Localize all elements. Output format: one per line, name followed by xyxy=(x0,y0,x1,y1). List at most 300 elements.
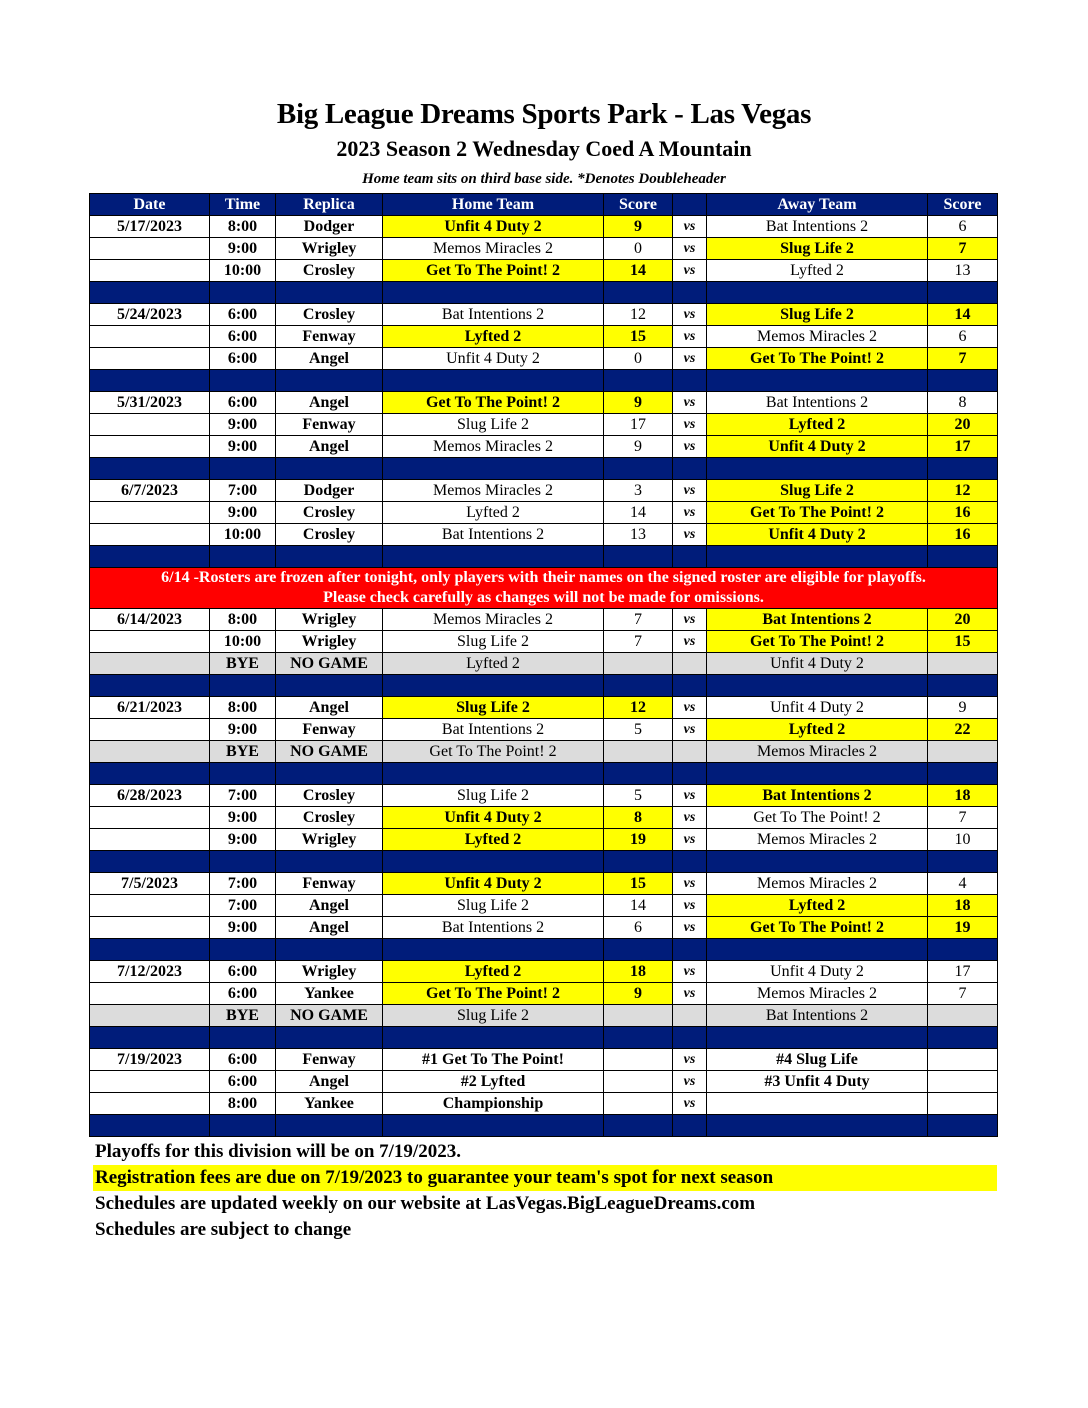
time-cell: 9:00 xyxy=(210,917,276,939)
away-team-cell: Memos Miracles 2 xyxy=(707,829,928,851)
game-row xyxy=(90,348,998,370)
separator-cell xyxy=(210,1027,276,1049)
away-score-cell: 6 xyxy=(928,326,998,348)
vs-cell: vs xyxy=(673,983,707,1005)
roster-notice-line1: 6/14 -Rosters are frozen after tonight, only players with their names on the signed roster are eligible for playoffs. xyxy=(161,569,926,586)
replica-cell: Angel xyxy=(276,917,383,939)
separator-cell xyxy=(673,282,707,304)
away-team-cell: Lyfted 2 xyxy=(707,895,928,917)
away-team-cell: Unfit 4 Duty 2 xyxy=(707,653,928,675)
vs-cell: vs xyxy=(673,697,707,719)
bye-row xyxy=(90,1005,998,1027)
vs-cell: vs xyxy=(673,216,707,238)
date-cell: 6/14/2023 xyxy=(90,609,210,631)
date-cell: 6/28/2023 xyxy=(90,785,210,807)
game-row xyxy=(90,480,998,502)
page-title: Big League Dreams Sports Park - Las Vegas xyxy=(276,98,812,130)
away-team-cell: Memos Miracles 2 xyxy=(707,326,928,348)
roster-notice-row xyxy=(90,568,998,609)
away-team-cell: Get To The Point! 2 xyxy=(707,917,928,939)
separator-row xyxy=(90,675,998,697)
separator-cell xyxy=(90,1027,210,1049)
away-score-cell: 16 xyxy=(928,502,998,524)
replica-cell: NO GAME xyxy=(276,1005,383,1027)
separator-row xyxy=(90,763,998,785)
away-score-cell: 22 xyxy=(928,719,998,741)
home-score-cell: 9 xyxy=(604,392,673,414)
home-score-cell: 17 xyxy=(604,414,673,436)
separator-cell xyxy=(928,1115,998,1137)
date-cell xyxy=(90,260,210,282)
separator-cell xyxy=(383,282,604,304)
separator-cell xyxy=(928,675,998,697)
time-cell: BYE xyxy=(210,653,276,675)
replica-cell: Dodger xyxy=(276,480,383,502)
vs-cell: vs xyxy=(673,480,707,502)
time-cell: 6:00 xyxy=(210,1071,276,1093)
vs-cell: vs xyxy=(673,807,707,829)
vs-cell: vs xyxy=(673,502,707,524)
separator-cell xyxy=(604,675,673,697)
home-score-cell xyxy=(604,741,673,763)
date-cell: 6/7/2023 xyxy=(90,480,210,502)
away-team-cell: Bat Intentions 2 xyxy=(707,392,928,414)
away-score-cell: 10 xyxy=(928,829,998,851)
time-cell: 8:00 xyxy=(210,697,276,719)
home-score-cell: 9 xyxy=(604,436,673,458)
home-score-cell: 12 xyxy=(604,304,673,326)
time-cell: 6:00 xyxy=(210,1049,276,1071)
home-score-cell: 15 xyxy=(604,326,673,348)
separator-cell xyxy=(928,851,998,873)
vs-cell: vs xyxy=(673,238,707,260)
home-team-cell: Slug Life 2 xyxy=(383,631,604,653)
replica-cell: Crosley xyxy=(276,260,383,282)
separator-cell xyxy=(707,546,928,568)
home-score-cell: 5 xyxy=(604,785,673,807)
separator-cell xyxy=(90,370,210,392)
away-team-cell: #4 Slug Life xyxy=(707,1049,928,1071)
footer-playoffs: Playoffs for this division will be on 7/19/2023. xyxy=(95,1141,461,1162)
date-cell xyxy=(90,719,210,741)
time-cell: 6:00 xyxy=(210,961,276,983)
separator-cell xyxy=(383,1027,604,1049)
away-score-cell: 13 xyxy=(928,260,998,282)
time-cell: 6:00 xyxy=(210,348,276,370)
replica-cell: Wrigley xyxy=(276,631,383,653)
home-score-cell: 14 xyxy=(604,895,673,917)
home-score-cell: 15 xyxy=(604,873,673,895)
separator-row xyxy=(90,1115,998,1137)
away-team-cell: Unfit 4 Duty 2 xyxy=(707,697,928,719)
bye-row xyxy=(90,653,998,675)
away-score-cell: 7 xyxy=(928,238,998,260)
time-cell: 9:00 xyxy=(210,829,276,851)
separator-cell xyxy=(210,763,276,785)
time-cell: 7:00 xyxy=(210,873,276,895)
vs-cell: vs xyxy=(673,917,707,939)
home-team-cell: #2 Lyfted xyxy=(383,1071,604,1093)
away-team-cell: Lyfted 2 xyxy=(707,414,928,436)
time-cell: 9:00 xyxy=(210,807,276,829)
away-team-cell: Lyfted 2 xyxy=(707,719,928,741)
replica-cell: Crosley xyxy=(276,807,383,829)
col-away-score-header: Score xyxy=(928,194,998,216)
separator-cell xyxy=(604,546,673,568)
vs-cell: vs xyxy=(673,785,707,807)
away-score-cell xyxy=(928,653,998,675)
separator-cell xyxy=(604,370,673,392)
home-team-cell: Get To The Point! 2 xyxy=(383,741,604,763)
away-team-cell: Slug Life 2 xyxy=(707,238,928,260)
separator-cell xyxy=(707,370,928,392)
game-row xyxy=(90,807,998,829)
separator-cell xyxy=(276,546,383,568)
home-score-cell: 8 xyxy=(604,807,673,829)
col-home-score-header: Score xyxy=(604,194,673,216)
home-team-cell: Bat Intentions 2 xyxy=(383,719,604,741)
home-score-cell: 0 xyxy=(604,238,673,260)
separator-cell xyxy=(604,1027,673,1049)
home-score-cell: 6 xyxy=(604,917,673,939)
away-team-cell: Slug Life 2 xyxy=(707,480,928,502)
home-team-cell: Unfit 4 Duty 2 xyxy=(383,807,604,829)
game-row xyxy=(90,873,998,895)
separator-cell xyxy=(928,1027,998,1049)
separator-cell xyxy=(707,1115,928,1137)
time-cell: 9:00 xyxy=(210,436,276,458)
time-cell: 9:00 xyxy=(210,414,276,436)
replica-cell: Yankee xyxy=(276,1093,383,1115)
vs-cell: vs xyxy=(673,1049,707,1071)
separator-row xyxy=(90,939,998,961)
separator-cell xyxy=(383,546,604,568)
separator-cell xyxy=(210,1115,276,1137)
game-row xyxy=(90,260,998,282)
game-row xyxy=(90,609,998,631)
home-score-cell xyxy=(604,1071,673,1093)
vs-cell: vs xyxy=(673,1093,707,1115)
home-score-cell: 18 xyxy=(604,961,673,983)
date-cell xyxy=(90,917,210,939)
bye-row xyxy=(90,741,998,763)
away-team-cell: Get To The Point! 2 xyxy=(707,807,928,829)
separator-cell xyxy=(707,282,928,304)
home-team-cell: Memos Miracles 2 xyxy=(383,436,604,458)
date-cell xyxy=(90,502,210,524)
game-row xyxy=(90,917,998,939)
date-cell xyxy=(90,436,210,458)
time-cell: 9:00 xyxy=(210,719,276,741)
date-cell: 5/17/2023 xyxy=(90,216,210,238)
game-row xyxy=(90,414,998,436)
separator-cell xyxy=(90,546,210,568)
separator-cell xyxy=(707,1027,928,1049)
away-team-cell: Memos Miracles 2 xyxy=(707,741,928,763)
away-score-cell xyxy=(928,1093,998,1115)
separator-cell xyxy=(673,1027,707,1049)
footer-website: Schedules are updated weekly on our website at LasVegas.BigLeagueDreams.com xyxy=(95,1193,756,1214)
replica-cell: Fenway xyxy=(276,719,383,741)
home-team-cell: Bat Intentions 2 xyxy=(383,524,604,546)
separator-cell xyxy=(673,851,707,873)
date-cell xyxy=(90,326,210,348)
separator-cell xyxy=(928,939,998,961)
col-replica-header: Replica xyxy=(276,194,383,216)
away-score-cell: 14 xyxy=(928,304,998,326)
away-score-cell: 6 xyxy=(928,216,998,238)
replica-cell: Crosley xyxy=(276,524,383,546)
replica-cell: Angel xyxy=(276,697,383,719)
home-score-cell: 9 xyxy=(604,983,673,1005)
away-score-cell: 20 xyxy=(928,414,998,436)
replica-cell: Fenway xyxy=(276,326,383,348)
vs-cell: vs xyxy=(673,719,707,741)
time-cell: 10:00 xyxy=(210,524,276,546)
separator-cell xyxy=(383,763,604,785)
vs-cell: vs xyxy=(673,414,707,436)
away-team-cell: Unfit 4 Duty 2 xyxy=(707,436,928,458)
separator-cell xyxy=(604,1115,673,1137)
separator-cell xyxy=(604,939,673,961)
home-team-cell: Slug Life 2 xyxy=(383,697,604,719)
away-score-cell: 7 xyxy=(928,807,998,829)
col-away-team-header: Away Team xyxy=(707,194,928,216)
home-team-cell: Unfit 4 Duty 2 xyxy=(383,348,604,370)
footer-notes xyxy=(93,1139,997,1243)
away-team-cell: Bat Intentions 2 xyxy=(707,216,928,238)
time-cell: 8:00 xyxy=(210,1093,276,1115)
time-cell: 10:00 xyxy=(210,260,276,282)
home-score-cell xyxy=(604,1093,673,1115)
separator-cell xyxy=(210,546,276,568)
replica-cell: Fenway xyxy=(276,1049,383,1071)
home-team-cell: Get To The Point! 2 xyxy=(383,392,604,414)
separator-cell xyxy=(383,675,604,697)
separator-cell xyxy=(928,370,998,392)
roster-notice xyxy=(90,568,998,609)
game-row xyxy=(90,1093,998,1115)
home-score-cell xyxy=(604,1049,673,1071)
separator-row xyxy=(90,282,998,304)
away-team-cell: Lyfted 2 xyxy=(707,260,928,282)
game-row xyxy=(90,392,998,414)
separator-cell xyxy=(928,546,998,568)
separator-cell xyxy=(673,1115,707,1137)
away-team-cell: Memos Miracles 2 xyxy=(707,983,928,1005)
separator-cell xyxy=(276,763,383,785)
separator-cell xyxy=(604,851,673,873)
home-team-cell: Bat Intentions 2 xyxy=(383,304,604,326)
away-team-cell xyxy=(707,1093,928,1115)
replica-cell: Fenway xyxy=(276,414,383,436)
away-score-cell xyxy=(928,1005,998,1027)
away-score-cell: 12 xyxy=(928,480,998,502)
replica-cell: NO GAME xyxy=(276,653,383,675)
away-team-cell: #3 Unfit 4 Duty xyxy=(707,1071,928,1093)
schedule-table xyxy=(89,193,998,1137)
vs-cell: vs xyxy=(673,260,707,282)
separator-cell xyxy=(276,1115,383,1137)
away-team-cell: Get To The Point! 2 xyxy=(707,631,928,653)
away-score-cell: 18 xyxy=(928,895,998,917)
time-cell: 9:00 xyxy=(210,238,276,260)
home-team-cell: Memos Miracles 2 xyxy=(383,609,604,631)
page-subtitle: 2023 Season 2 Wednesday Coed A Mountain xyxy=(336,136,752,161)
col-vs-header xyxy=(673,194,707,216)
date-cell xyxy=(90,1093,210,1115)
away-team-cell: Memos Miracles 2 xyxy=(707,873,928,895)
replica-cell: Wrigley xyxy=(276,829,383,851)
date-cell xyxy=(90,741,210,763)
separator-cell xyxy=(673,546,707,568)
game-row xyxy=(90,502,998,524)
vs-cell xyxy=(673,1005,707,1027)
home-score-cell: 7 xyxy=(604,631,673,653)
separator-cell xyxy=(90,763,210,785)
separator-cell xyxy=(210,370,276,392)
game-row xyxy=(90,961,998,983)
col-home-team-header: Home Team xyxy=(383,194,604,216)
date-cell xyxy=(90,631,210,653)
replica-cell: Fenway xyxy=(276,873,383,895)
separator-cell xyxy=(673,939,707,961)
away-team-cell: Unfit 4 Duty 2 xyxy=(707,524,928,546)
separator-cell xyxy=(276,458,383,480)
away-team-cell: Get To The Point! 2 xyxy=(707,502,928,524)
replica-cell: Angel xyxy=(276,436,383,458)
home-team-cell: Memos Miracles 2 xyxy=(383,480,604,502)
replica-cell: NO GAME xyxy=(276,741,383,763)
away-team-cell: Bat Intentions 2 xyxy=(707,785,928,807)
away-team-cell: Bat Intentions 2 xyxy=(707,1005,928,1027)
home-score-cell: 0 xyxy=(604,348,673,370)
home-team-cell: Memos Miracles 2 xyxy=(383,238,604,260)
vs-cell: vs xyxy=(673,1071,707,1093)
home-team-cell: Unfit 4 Duty 2 xyxy=(383,873,604,895)
away-score-cell xyxy=(928,1049,998,1071)
home-score-cell xyxy=(604,653,673,675)
separator-cell xyxy=(276,282,383,304)
separator-cell xyxy=(707,851,928,873)
time-cell: 6:00 xyxy=(210,983,276,1005)
separator-cell xyxy=(383,458,604,480)
separator-cell xyxy=(90,458,210,480)
replica-cell: Yankee xyxy=(276,983,383,1005)
home-team-cell: Slug Life 2 xyxy=(383,895,604,917)
away-score-cell xyxy=(928,741,998,763)
separator-cell xyxy=(276,939,383,961)
replica-cell: Angel xyxy=(276,895,383,917)
time-cell: 7:00 xyxy=(210,480,276,502)
date-cell xyxy=(90,653,210,675)
vs-cell: vs xyxy=(673,961,707,983)
footer-registration: Registration fees are due on 7/19/2023 to guarantee your team's spot for next season xyxy=(93,1165,997,1191)
home-team-cell: Unfit 4 Duty 2 xyxy=(383,216,604,238)
separator-cell xyxy=(210,939,276,961)
time-cell: 9:00 xyxy=(210,502,276,524)
game-row xyxy=(90,829,998,851)
separator-cell xyxy=(707,675,928,697)
separator-cell xyxy=(383,1115,604,1137)
game-row xyxy=(90,631,998,653)
home-team-cell: Lyfted 2 xyxy=(383,829,604,851)
home-team-cell: Lyfted 2 xyxy=(383,502,604,524)
vs-cell xyxy=(673,653,707,675)
separator-row xyxy=(90,851,998,873)
game-row xyxy=(90,1071,998,1093)
vs-cell: vs xyxy=(673,348,707,370)
date-cell xyxy=(90,1071,210,1093)
home-team-cell: Slug Life 2 xyxy=(383,1005,604,1027)
separator-cell xyxy=(604,763,673,785)
separator-cell xyxy=(673,763,707,785)
separator-cell xyxy=(604,458,673,480)
time-cell: 8:00 xyxy=(210,216,276,238)
separator-cell xyxy=(928,763,998,785)
away-score-cell: 9 xyxy=(928,697,998,719)
separator-cell xyxy=(90,1115,210,1137)
separator-cell xyxy=(90,851,210,873)
home-team-cell: Lyfted 2 xyxy=(383,961,604,983)
away-score-cell: 16 xyxy=(928,524,998,546)
home-team-cell: Lyfted 2 xyxy=(383,326,604,348)
date-cell: 6/21/2023 xyxy=(90,697,210,719)
vs-cell xyxy=(673,741,707,763)
game-row xyxy=(90,524,998,546)
separator-cell xyxy=(90,675,210,697)
separator-cell xyxy=(90,282,210,304)
date-cell: 7/19/2023 xyxy=(90,1049,210,1071)
time-cell: 6:00 xyxy=(210,326,276,348)
home-team-cell: #1 Get To The Point! xyxy=(383,1049,604,1071)
away-score-cell: 7 xyxy=(928,348,998,370)
home-team-cell: Championship xyxy=(383,1093,604,1115)
game-row xyxy=(90,697,998,719)
away-score-cell: 20 xyxy=(928,609,998,631)
header-row xyxy=(90,194,998,216)
separator-cell xyxy=(707,458,928,480)
separator-cell xyxy=(276,675,383,697)
date-cell: 7/12/2023 xyxy=(90,961,210,983)
home-team-cell: Slug Life 2 xyxy=(383,414,604,436)
home-team-cell: Lyfted 2 xyxy=(383,653,604,675)
home-score-cell xyxy=(604,1005,673,1027)
replica-cell: Angel xyxy=(276,1071,383,1093)
away-score-cell: 4 xyxy=(928,873,998,895)
separator-cell xyxy=(276,851,383,873)
time-cell: 8:00 xyxy=(210,609,276,631)
away-score-cell: 8 xyxy=(928,392,998,414)
replica-cell: Angel xyxy=(276,348,383,370)
away-team-cell: Bat Intentions 2 xyxy=(707,609,928,631)
home-score-cell: 7 xyxy=(604,609,673,631)
game-row xyxy=(90,1049,998,1071)
game-row xyxy=(90,326,998,348)
away-team-cell: Get To The Point! 2 xyxy=(707,348,928,370)
separator-cell xyxy=(276,1027,383,1049)
separator-cell xyxy=(928,458,998,480)
game-row xyxy=(90,304,998,326)
home-team-cell: Get To The Point! 2 xyxy=(383,260,604,282)
vs-cell: vs xyxy=(673,895,707,917)
time-cell: 6:00 xyxy=(210,304,276,326)
away-score-cell: 15 xyxy=(928,631,998,653)
footer-disclaimer: Schedules are subject to change xyxy=(95,1219,352,1240)
date-cell xyxy=(90,524,210,546)
vs-cell: vs xyxy=(673,304,707,326)
away-team-cell: Unfit 4 Duty 2 xyxy=(707,961,928,983)
